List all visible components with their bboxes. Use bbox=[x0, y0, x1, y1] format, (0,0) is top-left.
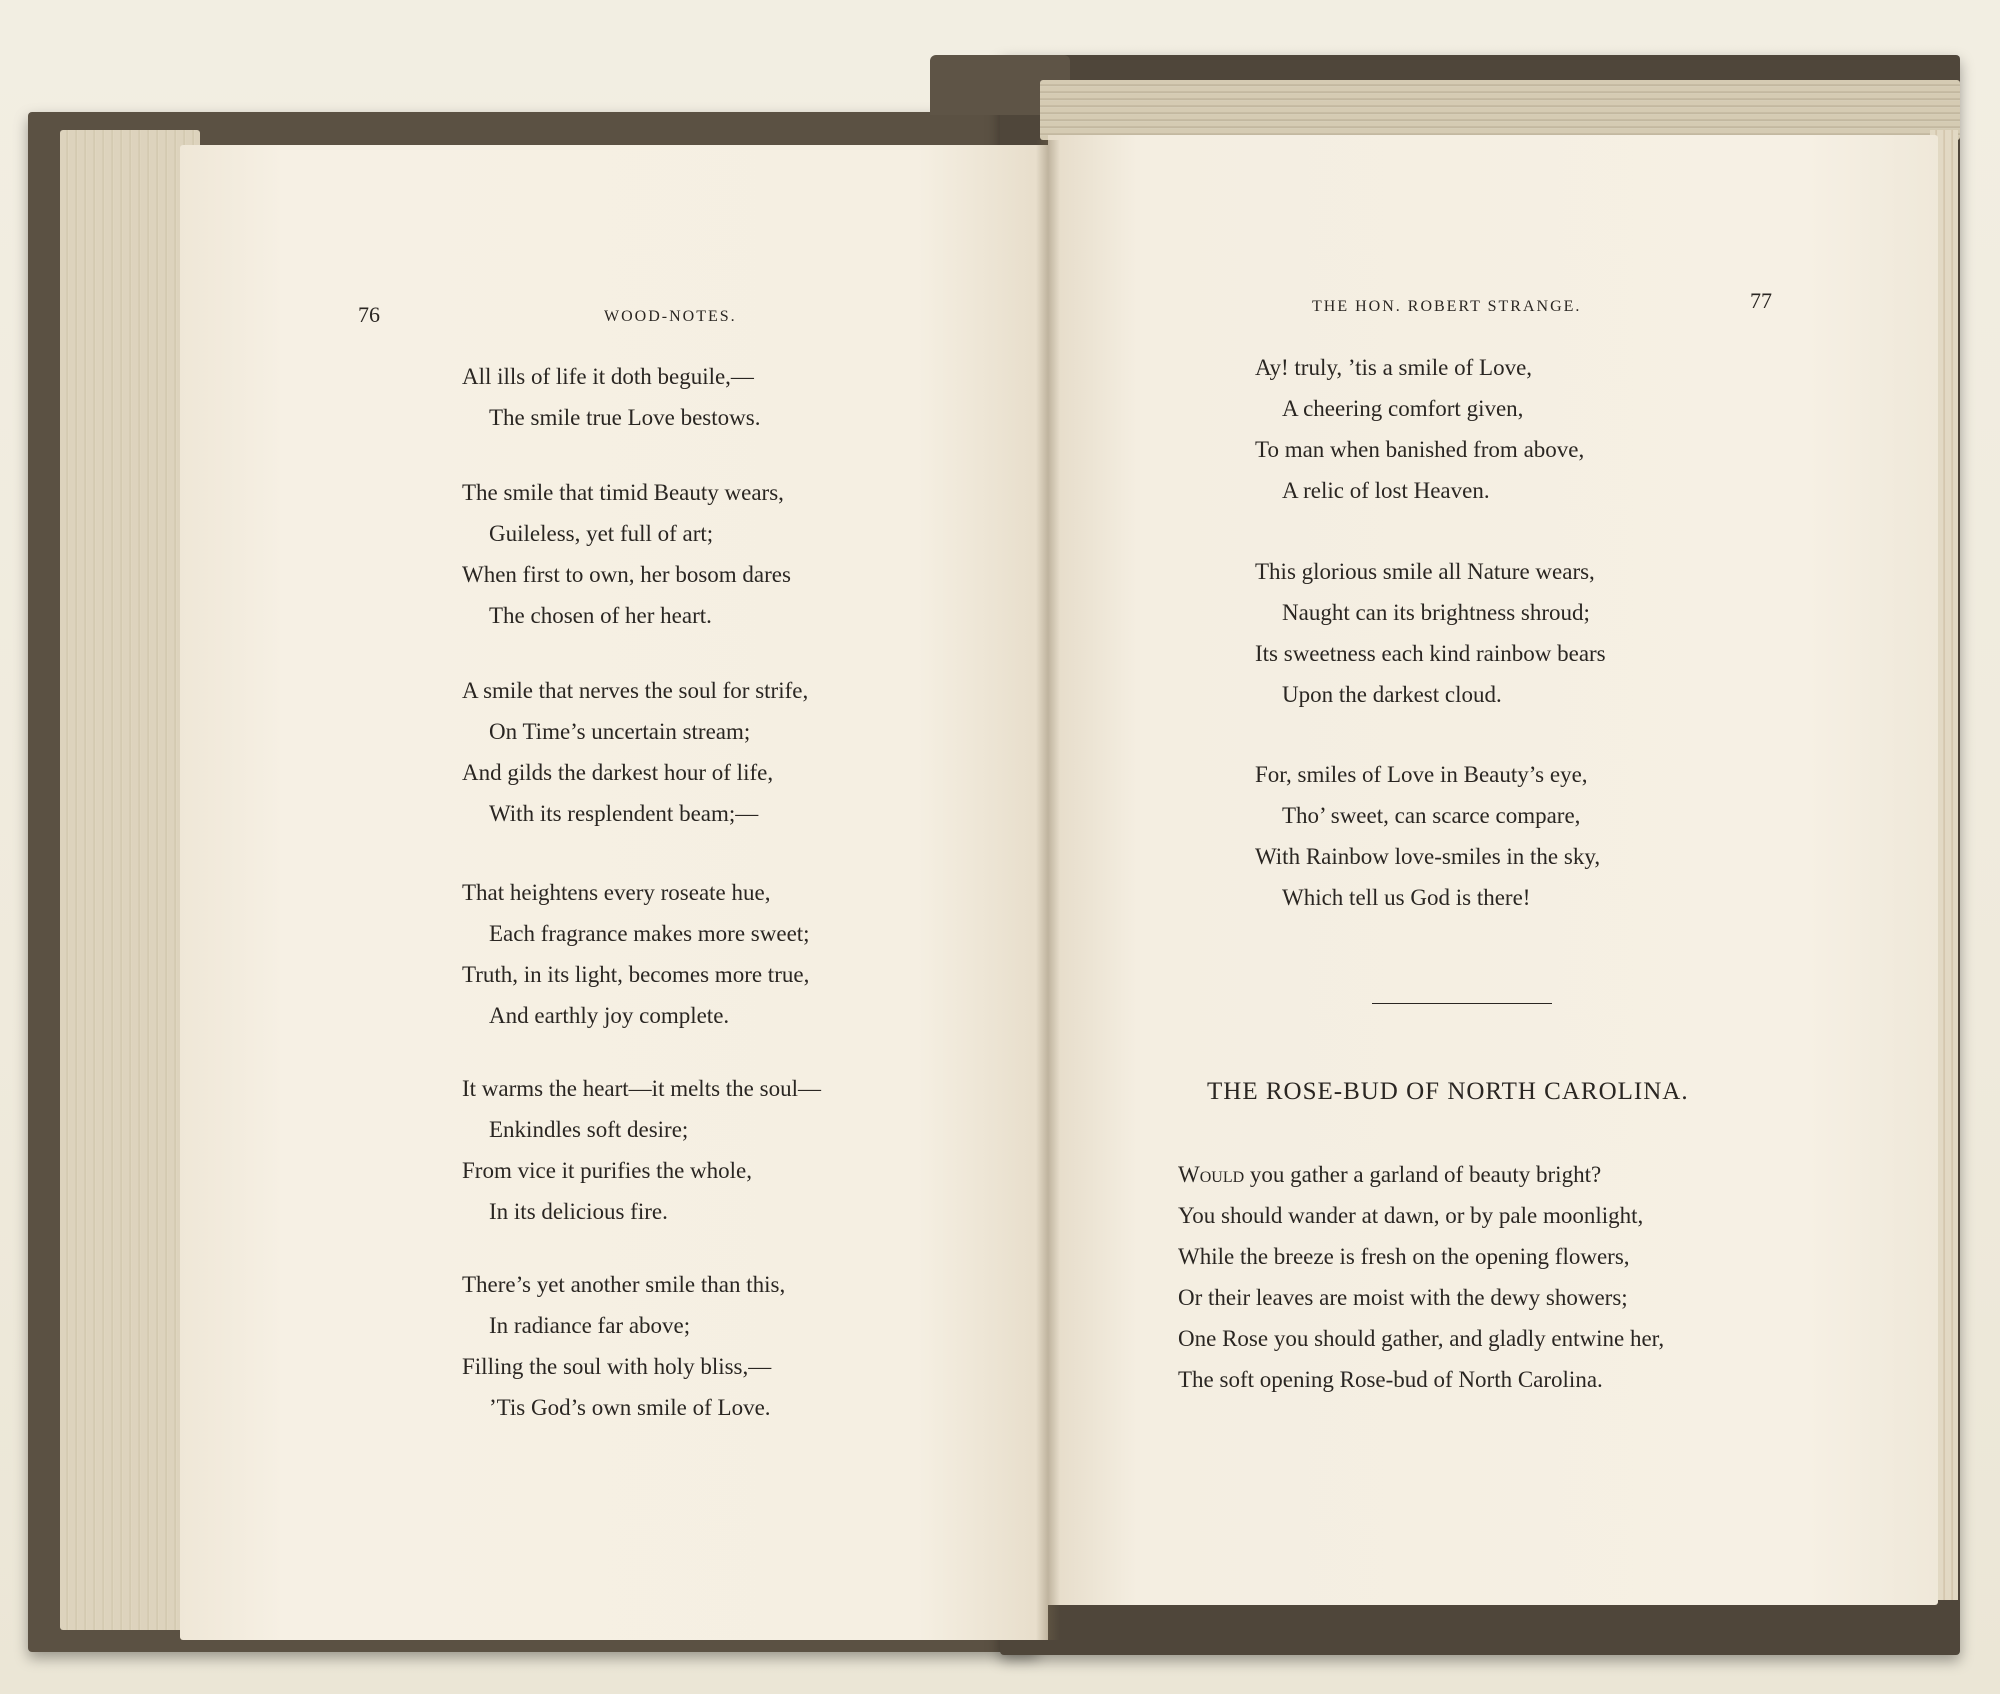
verse-line: A relic of lost Heaven. bbox=[1282, 478, 1490, 503]
verse-line: That heightens every roseate hue, bbox=[462, 880, 771, 905]
right-running-head: THE HON. ROBERT STRANGE. bbox=[1312, 298, 1582, 315]
left-stanza-4 bbox=[462, 872, 810, 1036]
verse-line: To man when banished from above, bbox=[1255, 437, 1585, 462]
verse-line: ’Tis God’s own smile of Love. bbox=[489, 1395, 771, 1420]
verse-line: Ay! truly, ’tis a smile of Love, bbox=[1255, 355, 1533, 380]
verse-line: Truth, in its light, becomes more true, bbox=[462, 962, 810, 987]
verse-line: Enkindles soft desire; bbox=[489, 1117, 689, 1142]
poem-title: THE ROSE-BUD OF NORTH CAROLINA. bbox=[1207, 1078, 1689, 1105]
verse-line: In its delicious fire. bbox=[489, 1199, 668, 1224]
gutter-shadow bbox=[1036, 140, 1060, 1640]
left-stanza-1 bbox=[462, 356, 760, 438]
verse-line: In radiance far above; bbox=[489, 1313, 691, 1338]
left-stanza-3 bbox=[462, 670, 808, 834]
left-page-number: 76 bbox=[358, 302, 380, 327]
verse-line: The smile true Love bestows. bbox=[489, 405, 761, 430]
verse-line: All ills of life it doth beguile,— bbox=[462, 364, 754, 389]
verse-line: While the breeze is fresh on the opening flowers, bbox=[1178, 1244, 1630, 1269]
verse-line: A smile that nerves the soul for strife, bbox=[462, 678, 809, 703]
verse-line: A cheering comfort given, bbox=[1282, 396, 1524, 421]
verse-line: This glorious smile all Nature wears, bbox=[1255, 559, 1595, 584]
verse-line: Naught can its brightness shroud; bbox=[1282, 600, 1590, 625]
verse-line: Which tell us God is there! bbox=[1282, 885, 1531, 910]
verse-line bbox=[1178, 1154, 1664, 1195]
verse-line: When first to own, her bosom dares bbox=[462, 562, 791, 587]
verse-line: Its sweetness each kind rainbow bears bbox=[1255, 641, 1606, 666]
verse-line: With its resplendent beam;— bbox=[489, 801, 759, 826]
left-stanza-6 bbox=[462, 1264, 785, 1428]
verse-line: Each fragrance makes more sweet; bbox=[489, 921, 810, 946]
page-edges-top bbox=[1040, 80, 1960, 140]
verse-line: Filling the soul with holy bliss,— bbox=[462, 1354, 772, 1379]
right-stanza-1 bbox=[1255, 347, 1584, 511]
drop-word: Would bbox=[1178, 1162, 1245, 1187]
verse-line: It warms the heart—it melts the soul— bbox=[462, 1076, 821, 1101]
left-stanza-2 bbox=[462, 472, 791, 636]
verse-line: Or their leaves are moist with the dewy showers; bbox=[1178, 1285, 1628, 1310]
verse-line: And gilds the darkest hour of life, bbox=[462, 760, 774, 785]
section-divider bbox=[1372, 1003, 1552, 1004]
verse-line: On Time’s uncertain stream; bbox=[489, 719, 751, 744]
left-stanza-5 bbox=[462, 1068, 821, 1232]
right-page-number: 77 bbox=[1750, 288, 1772, 313]
verse-line: You should wander at dawn, or by pale moonlight, bbox=[1178, 1203, 1644, 1228]
verse-line: Tho’ sweet, can scarce compare, bbox=[1282, 803, 1581, 828]
verse-line-rest: you gather a garland of beauty bright? bbox=[1244, 1162, 1602, 1187]
page-edges-left bbox=[60, 130, 200, 1630]
verse-line: The soft opening Rose-bud of North Carolina. bbox=[1178, 1367, 1603, 1392]
left-running-head: WOOD-NOTES. bbox=[604, 308, 737, 325]
verse-line: There’s yet another smile than this, bbox=[462, 1272, 786, 1297]
right-stanza-3 bbox=[1255, 754, 1600, 918]
verse-line: The smile that timid Beauty wears, bbox=[462, 480, 784, 505]
verse-line: For, smiles of Love in Beauty’s eye, bbox=[1255, 762, 1588, 787]
verse-line: One Rose you should gather, and gladly entwine her, bbox=[1178, 1326, 1665, 1351]
verse-line: From vice it purifies the whole, bbox=[462, 1158, 752, 1183]
verse-line: With Rainbow love-smiles in the sky, bbox=[1255, 844, 1601, 869]
verse-line: Upon the darkest cloud. bbox=[1282, 682, 1502, 707]
right-stanza-2 bbox=[1255, 551, 1606, 715]
verse-line: The chosen of her heart. bbox=[489, 603, 712, 628]
verse-line: And earthly joy complete. bbox=[489, 1003, 730, 1028]
verse-line: Guileless, yet full of art; bbox=[489, 521, 714, 546]
poem-body bbox=[1178, 1154, 1664, 1400]
